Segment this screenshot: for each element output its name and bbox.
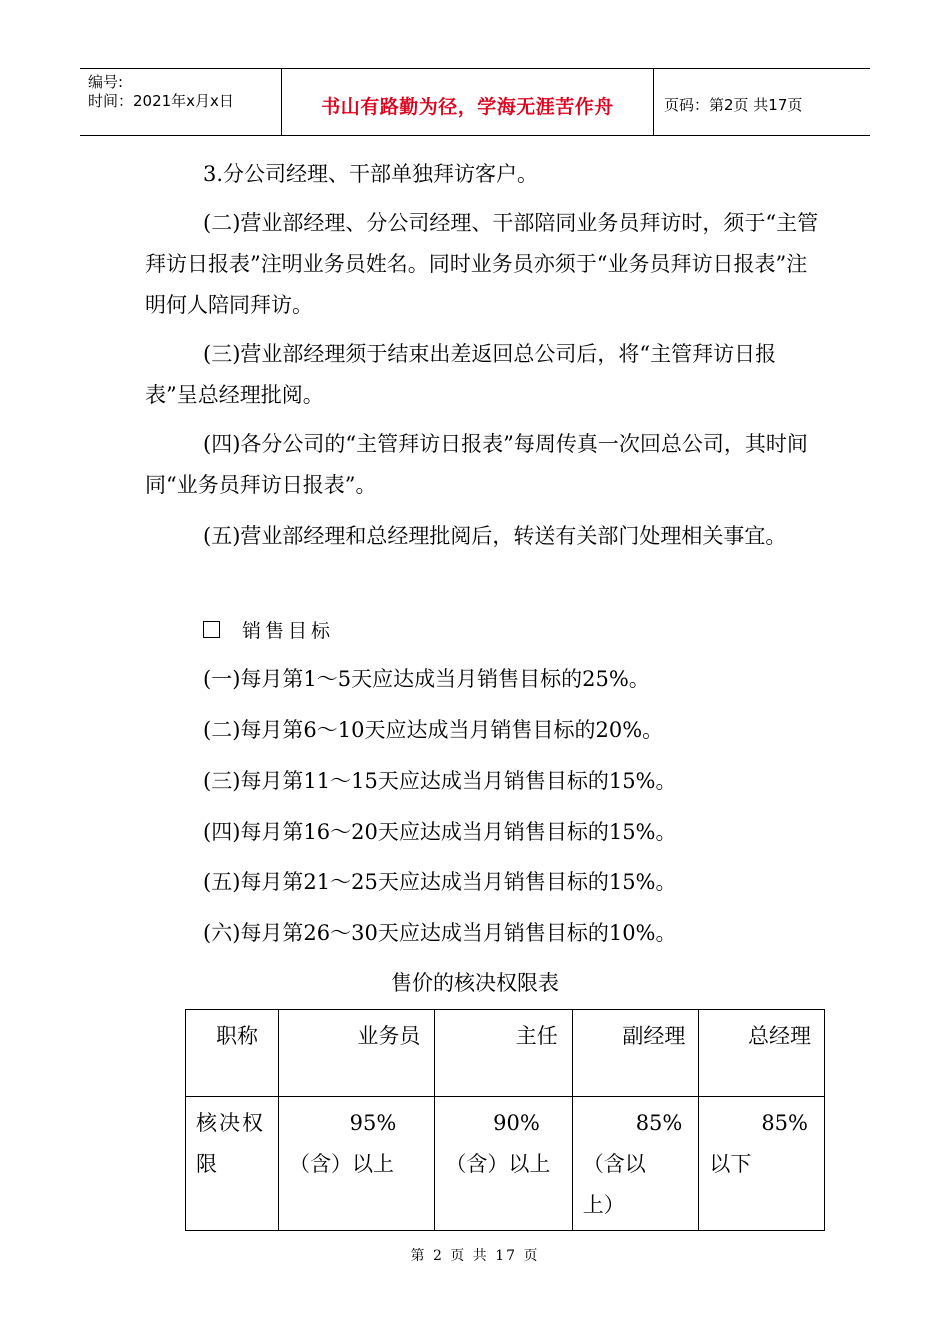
section-heading-text: 销售目标 [242,620,335,642]
cell-note: （含以上） [582,1152,646,1217]
header-general-manager: 总经理 [748,1024,811,1048]
header-title: 职称 [216,1024,258,1048]
document-date-label: 时间：2021年x月x日 [88,92,234,110]
page-footer: 第 2 页 共 17 页 [410,1248,540,1264]
section-heading [203,615,334,646]
list-item: (二)每月第6～10天应达成当月销售目标的20%。 [203,718,664,742]
table-cell [279,1097,435,1231]
paragraph-4: (四)各分公司的“主管拜访日报表”每周传真一次回总公司，其时间同“业务员拜访日报表”。 [145,432,808,497]
table-header-cell [186,1010,279,1097]
table-header-cell [279,1010,435,1097]
paragraph-2: (二)营业部经理、分公司经理、干部陪同业务员拜访时，须于“主管拜访日报表”注明业务员姓名。同时业务员亦须于“业务员拜访日报表”注明何人陪同拜访。 [145,211,819,317]
table-cell [435,1097,572,1231]
table-title: 售价的核决权限表 [391,971,559,995]
header-page-number: 页码：第2页 共17页 [664,95,803,114]
cell-note: 以下 [709,1152,752,1176]
cell-percentage: 90% [493,1111,540,1135]
cell-percentage: 85% [635,1111,683,1135]
header-meta [80,69,282,135]
header-motto: 书山有路勤为径，学海无涯苦作舟 [282,69,654,135]
cell-percentage: 95% [349,1111,397,1135]
table-header-cell [699,1010,825,1097]
list-item: (五)每月第21～25天应达成当月销售目标的15%。 [203,870,677,894]
checkbox-icon [203,621,220,638]
authority-table [185,1009,825,1231]
header-salesperson: 业务员 [357,1024,421,1048]
list-item: (一)每月第1～5天应达成当月销售目标的25%。 [203,667,650,691]
document-number-label: 编号: [88,73,124,91]
page-header [80,68,870,136]
paragraph-3: (三)营业部经理须于结束出差返回总公司后，将“主管拜访日报表”呈总经理批阅。 [145,342,777,407]
paragraph-1: 3.分公司经理、干部单独拜访客户。 [203,162,539,186]
row-label-text: 核决权限 [196,1111,265,1176]
paragraph-5: (五)营业部经理和总经理批阅后，转送有关部门处理相关事宜。 [203,524,787,548]
table-cell [572,1097,699,1231]
table-header-cell [435,1010,572,1097]
table-header-cell [572,1010,699,1097]
cell-percentage: 85% [761,1111,808,1135]
table-header-row [186,1010,825,1097]
table-cell [699,1097,825,1231]
list-item: (三)每月第11～15天应达成当月销售目标的15%。 [203,769,677,793]
list-item: (六)每月第26～30天应达成当月销售目标的10%。 [203,921,677,945]
table-row [186,1097,825,1231]
header-deputy-manager: 副经理 [622,1024,686,1048]
cell-note: （含）以上 [445,1152,551,1176]
cell-note: （含）以上 [289,1152,394,1176]
header-supervisor: 主任 [515,1024,558,1048]
list-item: (四)每月第16～20天应达成当月销售目标的15%。 [203,820,677,844]
table-row-label [186,1097,279,1231]
